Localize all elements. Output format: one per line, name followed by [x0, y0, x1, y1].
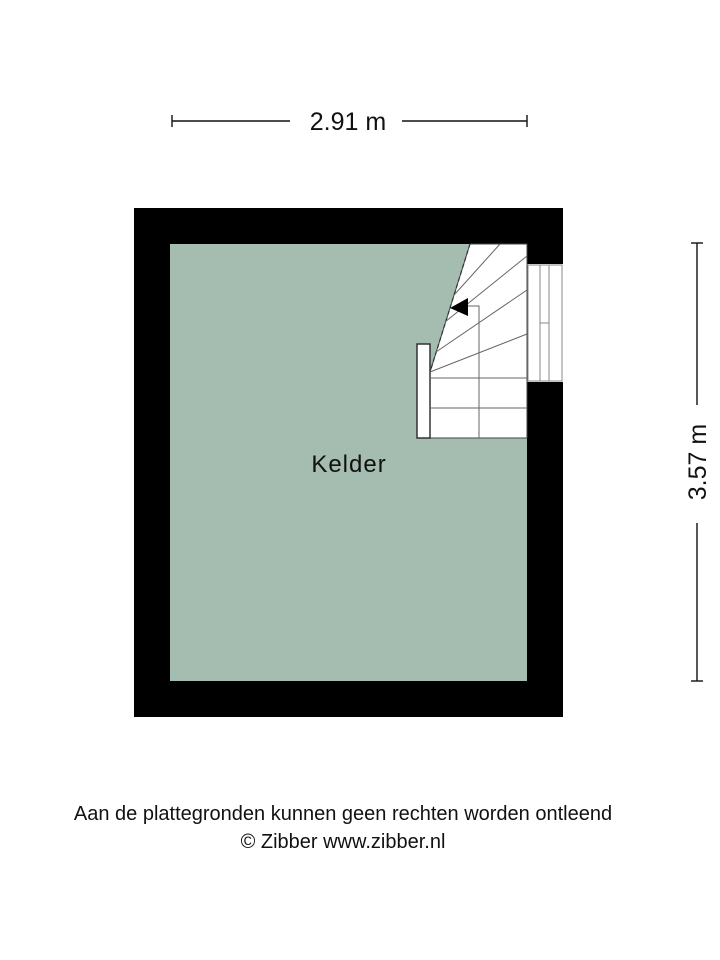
height-dimension-label: 3.57 m: [684, 423, 712, 501]
window: [527, 264, 563, 382]
width-dimension: [172, 108, 527, 136]
height-dimension: [684, 243, 712, 681]
copyright-text: © Zibber www.zibber.nl: [240, 831, 446, 853]
width-dimension-label: 2.91 m: [309, 108, 387, 136]
disclaimer-text: Aan de plattegronden kunnen geen rechten worden ontleend: [73, 803, 613, 825]
room-label-kelder: Kelder: [311, 451, 387, 478]
